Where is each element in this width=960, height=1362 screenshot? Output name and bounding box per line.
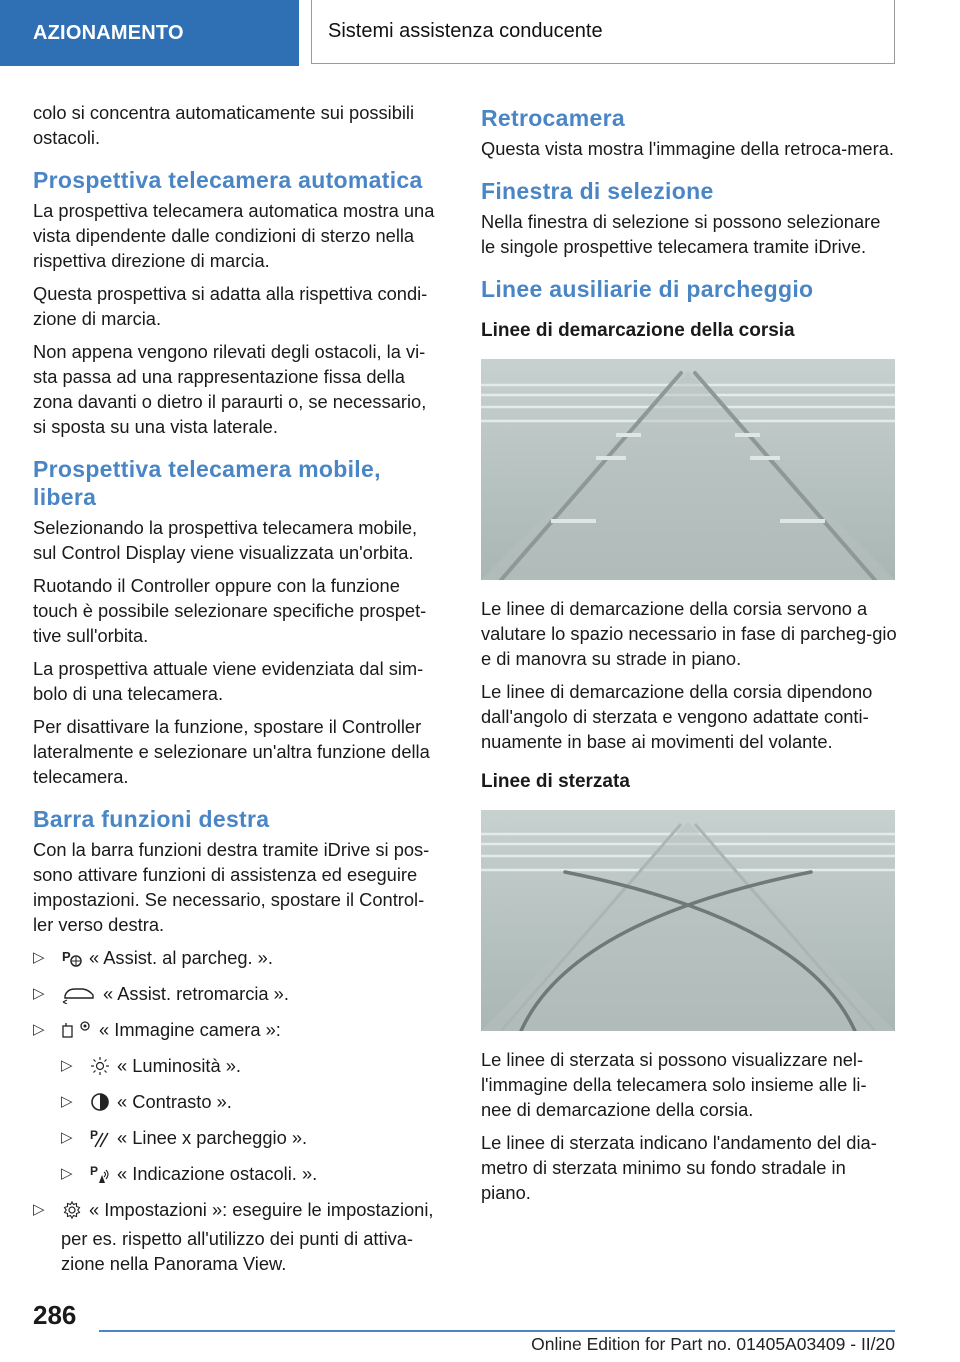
- subheading-lane-lines: Linee di demarcazione della corsia: [481, 320, 795, 341]
- reverse-assist-icon: [61, 984, 97, 1010]
- bullet-triangle-icon: ▷: [61, 1165, 73, 1182]
- svg-text:P: P: [90, 1164, 99, 1178]
- bullet-reverse-assist: ▷ « Assist. retromarcia ».: [33, 981, 443, 1010]
- heading-mobile-view: Prospettiva telecamera mobile, libera: [33, 456, 381, 510]
- bullet-triangle-icon: ▷: [33, 985, 45, 1002]
- auto-paragraph-2: Questa prospettiva si adatta alla rispettiva condi-zione di marcia.: [33, 283, 428, 329]
- mobile-paragraph-3: La prospettiva attuale viene evidenziata dal sim-bolo di una telecamera.: [33, 658, 424, 704]
- bullet-settings: ▷ « Impostazioni »: eseguire le impostazioni, per es. rispetto all'utilizzo dei punti di attiva-zione nella Panorama View.: [33, 1199, 434, 1274]
- steer-paragraph-1: Le linee di sterzata si possono visualizzare nel-l'immagine della telecamera solo insieme alle li-nee di demarcazione della corsia.: [481, 1049, 867, 1120]
- bullet-park-assist: ▷ P « Assist. al parcheg. ».: [33, 945, 443, 974]
- bullet-triangle-icon: ▷: [61, 1093, 73, 1110]
- settings-gear-icon: [61, 1200, 83, 1226]
- bullet-triangle-icon: ▷: [33, 949, 45, 966]
- lane-paragraph-1: Le linee di demarcazione della corsia servono a valutare lo spazio necessario in fase di parcheg-gio e di manovra su strade in piano.: [481, 598, 897, 669]
- rear-paragraph-1: Questa vista mostra l'immagine della retroca-mera.: [481, 138, 894, 159]
- brightness-icon: [89, 1056, 111, 1082]
- page-header: [0, 0, 960, 66]
- footer-divider: [99, 1330, 895, 1332]
- auto-paragraph-1: La prospettiva telecamera automatica mostra una vista dipendente dalle condizioni di sterzo nella rispettiva direzione di marcia.: [33, 200, 435, 271]
- mobile-paragraph-4: Per disattivare la funzione, spostare il Controller lateralmente e selezionare un'altra funzione della telecamera.: [33, 716, 430, 787]
- obstacle-marking-icon: [89, 1164, 111, 1190]
- intro-text: colo si concentra automaticamente sui possibili ostacoli.: [33, 102, 415, 148]
- left-column: [33, 100, 443, 1283]
- bullet-obstacle-marking: ▷ P « Indicazione ostacoli. ».: [61, 1161, 443, 1190]
- heading-parking-lines: Linee ausiliarie di parcheggio: [481, 276, 814, 302]
- heading-automatic-view: Prospettiva telecamera automatica: [33, 167, 423, 193]
- bullet-contrast: ▷ « Contrasto ».: [61, 1089, 443, 1118]
- lane-lines-illustration: [481, 359, 895, 580]
- heading-rear-camera: Retrocamera: [481, 105, 625, 131]
- mobile-paragraph-2: Ruotando il Controller oppure con la funzione touch è possibile selezionare specifiche prospet-tive sull'orbita.: [33, 575, 427, 646]
- bullet-triangle-icon: ▷: [61, 1129, 73, 1146]
- bar-paragraph-1: Con la barra funzioni destra tramite iDrive si pos-sono attivare funzioni di assistenza ed eseguire impostazioni. Se necessario, spostare il Control-ler verso destra.: [33, 839, 430, 935]
- right-column: [481, 100, 897, 1213]
- page-footer: [0, 1296, 960, 1362]
- bullet-triangle-icon: ▷: [33, 1021, 45, 1038]
- steer-paragraph-2: Le linee di sterzata indicano l'andamento del dia-metro di sterzata minimo su fondo stradale in piano.: [481, 1132, 877, 1203]
- page-number: 286: [33, 1300, 77, 1330]
- lane-paragraph-2: Le linee di demarcazione della corsia dipendono dall'angolo di sterzata e vengono adattate conti-nuamente in base ai movimenti del volante.: [481, 681, 873, 752]
- svg-text:P: P: [90, 1128, 99, 1142]
- bullet-camera-image: ▷ « Immagine camera »:: [33, 1017, 443, 1046]
- parking-assist-icon: [61, 948, 83, 974]
- chapter-tab: AZIONAMENTO: [0, 0, 299, 66]
- edition-text: Online Edition for Part no. 01405A03409 - II/20: [531, 1334, 895, 1354]
- bullet-triangle-icon: ▷: [61, 1057, 73, 1074]
- section-title: Sistemi assistenza conducente: [311, 0, 895, 64]
- svg-text:P: P: [62, 949, 71, 964]
- steering-lines-illustration: [481, 810, 895, 1031]
- bullet-brightness: ▷ « Luminosità ».: [61, 1053, 443, 1082]
- camera-image-icon: [61, 1018, 93, 1046]
- subheading-steering-lines: Linee di sterzata: [481, 771, 630, 792]
- select-paragraph-1: Nella finestra di selezione si possono selezionare le singole prospettive telecamera tramite iDrive.: [481, 211, 881, 257]
- bullet-triangle-icon: ▷: [33, 1201, 45, 1218]
- heading-function-bar: Barra funzioni destra: [33, 806, 270, 832]
- auto-paragraph-3: Non appena vengono rilevati degli ostacoli, la vi-sta passa ad una rappresentazione fissa della zona davanti o dietro il paraurti o, se necessario, si sposta su una vista laterale.: [33, 341, 427, 437]
- heading-selection-window: Finestra di selezione: [481, 178, 714, 204]
- contrast-icon: [89, 1092, 111, 1118]
- parking-lines-icon: [89, 1128, 111, 1154]
- bullet-parking-lines: ▷ P « Linee x parcheggio ».: [61, 1125, 443, 1154]
- mobile-paragraph-1: Selezionando la prospettiva telecamera mobile, sul Control Display viene visualizzata un'orbita.: [33, 517, 418, 563]
